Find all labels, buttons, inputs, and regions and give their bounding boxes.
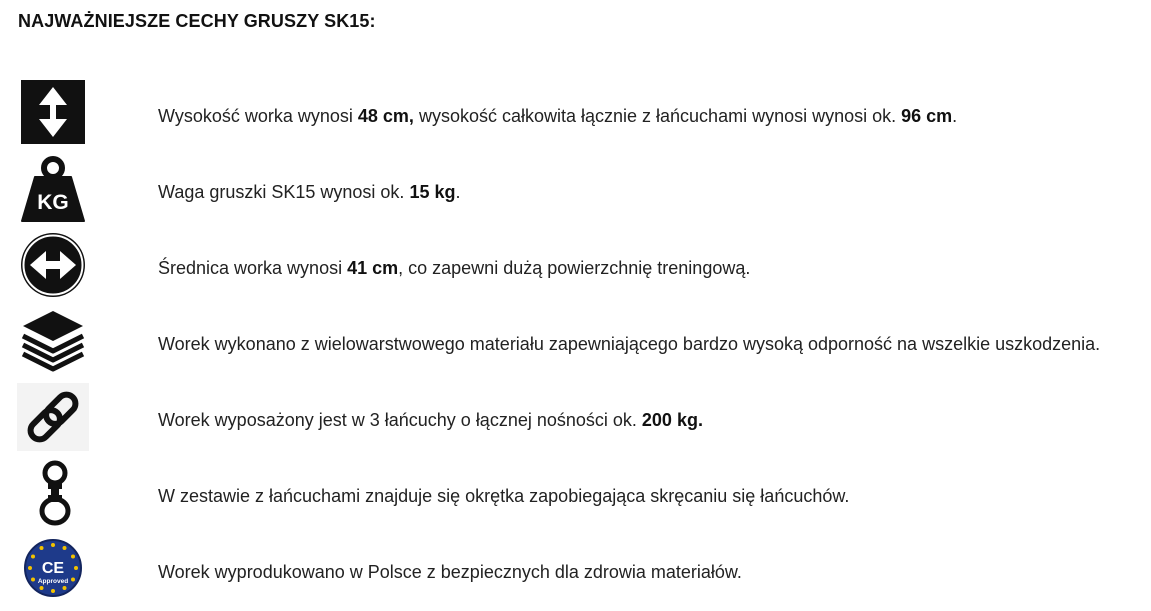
feature-chains <box>0 383 1151 459</box>
feature-weight <box>0 155 1151 231</box>
feature-height <box>0 79 1151 155</box>
kg-label: KG <box>37 191 69 214</box>
feature-text: Worek wyprodukowano w Polsce z bezpiecznych dla zdrowia materiałów. <box>158 562 742 582</box>
feature-text: Waga gruszki SK15 wynosi ok. 15 kg. <box>158 182 461 202</box>
kg-weight-icon <box>17 155 89 227</box>
chain-links-icon <box>17 383 89 455</box>
feature-text: Worek wyposażony jest w 3 łańcuchy o łącznej nośności ok. 200 kg. <box>158 410 703 430</box>
feature-text: Średnica worka wynosi 41 cm, co zapewni dużą powierzchnię treningową. <box>158 258 751 278</box>
ce-approved-badge-icon <box>17 535 89 607</box>
feature-text: Wysokość worka wynosi 48 cm, wysokość całkowita łącznie z łańcuchami wynosi wynosi ok. 96 cm. <box>158 106 958 126</box>
feature-swivel <box>0 459 1151 535</box>
layers-stack-icon <box>17 307 89 379</box>
page-title: NAJWAŻNIEJSZE CECHY GRUSZY SK15: <box>18 11 376 31</box>
feature-layers <box>0 307 1151 383</box>
feature-text: Worek wykonano z wielowarstwowego materiału zapewniającego bardzo wysoką odporność na wszelkie uszkodzenia. <box>158 334 1101 354</box>
swivel-icon <box>17 459 89 531</box>
vertical-height-arrows-icon <box>17 79 89 151</box>
feature-diameter <box>0 231 1151 307</box>
diameter-horizontal-arrows-icon <box>17 231 89 303</box>
feature-text: W zestawie z łańcuchami znajduje się okrętka zapobiegająca skręcaniu się łańcuchów. <box>158 486 850 506</box>
ce-mark-label: CE <box>41 560 65 577</box>
approved-label: Approved <box>37 578 69 585</box>
feature-made-in-poland <box>0 535 1151 611</box>
